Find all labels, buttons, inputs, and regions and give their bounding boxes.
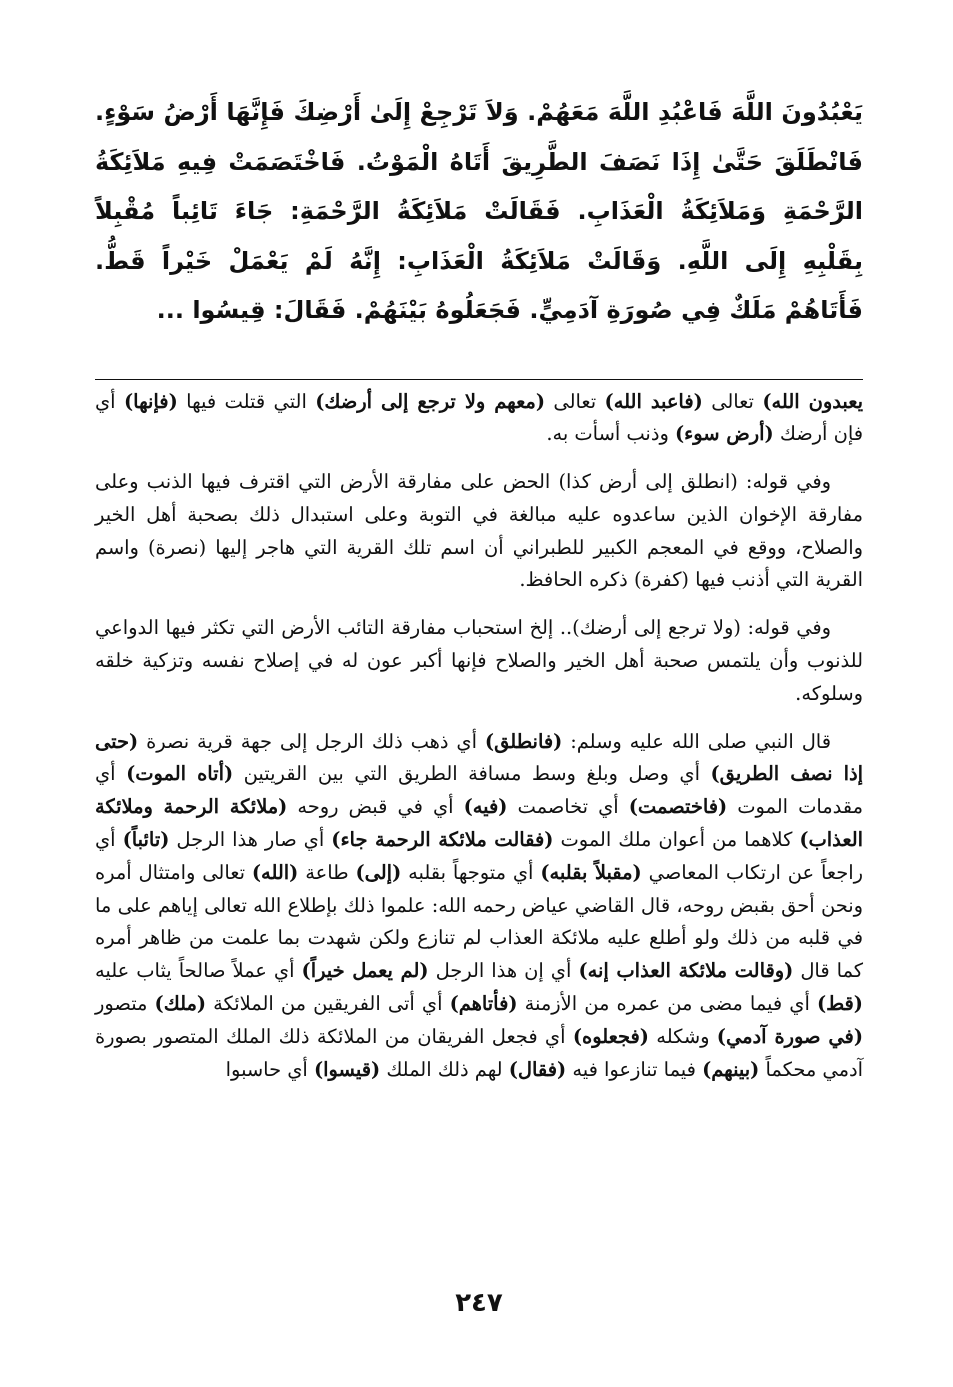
quoted-text: (ملك) (154, 992, 207, 1016)
quoted-text: (فقال) (508, 1057, 567, 1081)
commentary-paragraph-4 (95, 726, 863, 1087)
commentary-text: كلاهما من أعوان ملك الموت (553, 828, 800, 852)
commentary-text: أي وصل وبلغ وسط مسافة الطريق التي بين القريتين (233, 762, 711, 786)
commentary (95, 386, 863, 1087)
quoted-text: (الله) (251, 860, 299, 884)
quoted-text: (لم يعمل خيراً) (301, 959, 429, 983)
commentary-text: أي عملاً صالحاً يثاب عليه (95, 959, 302, 983)
quoted-text: (وقالت ملائكة العذاب إنه) (578, 959, 794, 983)
quoted-text: يعبدون الله) (762, 389, 863, 413)
commentary-text: أي ذهب ذلك الرجل إلى جهة قرية نصرة (138, 729, 485, 753)
commentary-text: أي متوجهاً بقلبه (401, 860, 541, 884)
commentary-paragraph-2: وفي قوله: (انطلق إلى أرض كذا) الحض على مفارقة الأرض التي اقترف فيها الذنب وعلى مفارقة الإخوان الذين ساعدوه عليه مبالغة في التوبة وعلى استبدال ذلك بصحبة أهل الخير والصلاح، ووقع في المعجم الكبير للطبراني أن اسم تلك القرية التي هاجر إليها (نصرة) واسم القرية التي أذنب فيها (كفرة) ذكره الحافظ. (95, 470, 863, 592)
quoted-text: (تائباً) (122, 828, 170, 852)
commentary-text: لهم ذلك الملك (380, 1057, 509, 1081)
quoted-text: (حتى إذا نصف الطريق) (95, 729, 863, 786)
commentary-text: التي قتلت فيها (177, 389, 316, 413)
quoted-text: (فجعلوه) (572, 1024, 649, 1048)
quoted-text: (فاختصمت) (628, 795, 728, 819)
commentary-text: وشكله (648, 1024, 717, 1048)
commentary-text: تعالى (702, 389, 763, 413)
commentary-text: أي صار هذا الرجل (169, 828, 332, 852)
commentary-text: طاعة (298, 860, 356, 884)
commentary-paragraph-1 (95, 386, 863, 452)
quoted-text: (فأتاهم) (449, 992, 518, 1016)
quoted-text: (أتاه الموت) (126, 762, 234, 786)
quoted-text: (مقبلاً بقلبه) (540, 860, 642, 884)
quoted-text: (في صورة آدمي) (716, 1024, 864, 1048)
book-page (95, 88, 863, 1358)
footnote-divider (95, 379, 863, 380)
quoted-text: (فقالت ملائكة الرحمة جاء) (331, 828, 554, 852)
commentary-text: قال النبي صلى الله عليه وسلم: (562, 729, 831, 753)
commentary-text: متصور (95, 992, 155, 1016)
commentary-text: أي إن هذا الرجل (428, 959, 579, 983)
commentary-text: أي في قبض روحه (287, 795, 464, 819)
commentary-text: أي فجعل الفريقان من الملائكة ذلك الملك المتصور بصورة آدمي محكماً (95, 1024, 863, 1081)
commentary-text: فيما تنازعوا فيه (566, 1057, 703, 1081)
quoted-text: (أرض سوء) (675, 422, 774, 446)
commentary-text: أي فإن أرضك (95, 389, 863, 446)
commentary-text: أي تخاصمت (507, 795, 629, 819)
quoted-text: (فاعبد الله) (604, 389, 703, 413)
commentary-text: وذنب أسأت به. (546, 422, 675, 446)
commentary-paragraph-3: وفي قوله: (ولا ترجع إلى أرضك).. إلخ استحباب مفارقة التائب الأرض التي تكثر فيها الدواعي للذنوب وأن يلتمس صحبة أهل الخير والصلاح فإنها أكبر عون له في إصلاح نفسه وتزكية خلقه وسلوكه. (95, 616, 863, 705)
commentary-text: تعالى وامتثال أمره ونحن أحق بقبض روحه، قال القاضي عياض رحمه الله: علموا ذلك بإطلاع الله تعالى إياهم على ما في قلبه من ذلك ولو أطلع عليه ملائكة العذاب لم تنازع ولكن شهدت بما علمت من ظاهر أمره كما قال (95, 860, 864, 983)
commentary-text: أي فيما مضى من عمره من الأزمنة (517, 992, 817, 1016)
quoted-text: (بينهم) (702, 1057, 760, 1081)
commentary-text: أي مقدمات الموت (95, 762, 863, 819)
commentary-text: أي راجعاً عن ارتكاب المعاصي (95, 828, 863, 884)
quoted-text: (فيه) (463, 795, 508, 819)
commentary-text: أي حاسبوا (225, 1057, 314, 1081)
page-number: ٢٤٧ (455, 1288, 503, 1318)
quoted-text: (معهم ولا ترجع إلى أرضك) (315, 389, 545, 413)
quoted-text: (إلى) (355, 860, 402, 884)
commentary-text: تعالى (545, 389, 605, 413)
quoted-text: (فانطلق) (484, 729, 563, 753)
quoted-text: (قيسوا) (313, 1057, 381, 1081)
hadith-text: يَعْبُدُونَ اللَّهَ فَاعْبُدِ اللَّهَ مَعَهُمْ. وَلاَ تَرْجِعْ إِلَىٰ أَرْضِكَ فَإِنَّهَا أَرْضُ سَوْءٍ. فَانْطَلَقَ حَتَّىٰ إِذَا نَصَفَ الطَّرِيقَ أَتَاهُ الْمَوْتُ. فَاخْتَصَمَتْ فِيهِ مَلاَئِكَةُ الرَّحْمَةِ وَمَلاَئِكَةُ الْعَذَابِ. فَقَالَتْ مَلاَئِكَةُ الرَّحْمَةِ: جَاءَ تَائِباً مُقْبِلاً بِقَلْبِهِ إِلَى اللَّهِ. وَقَالَتْ مَلاَئِكَةُ الْعَذَابِ: إِنَّهُ لَمْ يَعْمَلْ خَيْراً قَطُّ. فَأَتَاهُمْ مَلَكٌ فِي صُورَةِ آدَمِيٍّ. فَجَعَلُوهُ بَيْنَهُمْ. فَقَالَ: قِيسُوا ... (95, 98, 863, 324)
quoted-text: (قط) (816, 992, 863, 1016)
commentary-text: أي أتى الفريقين من الملائكة (206, 992, 450, 1016)
quoted-text: (ملائكة الرحمة وملائكة العذاب) (95, 795, 864, 852)
quoted-text: (فإنها) (123, 389, 178, 413)
